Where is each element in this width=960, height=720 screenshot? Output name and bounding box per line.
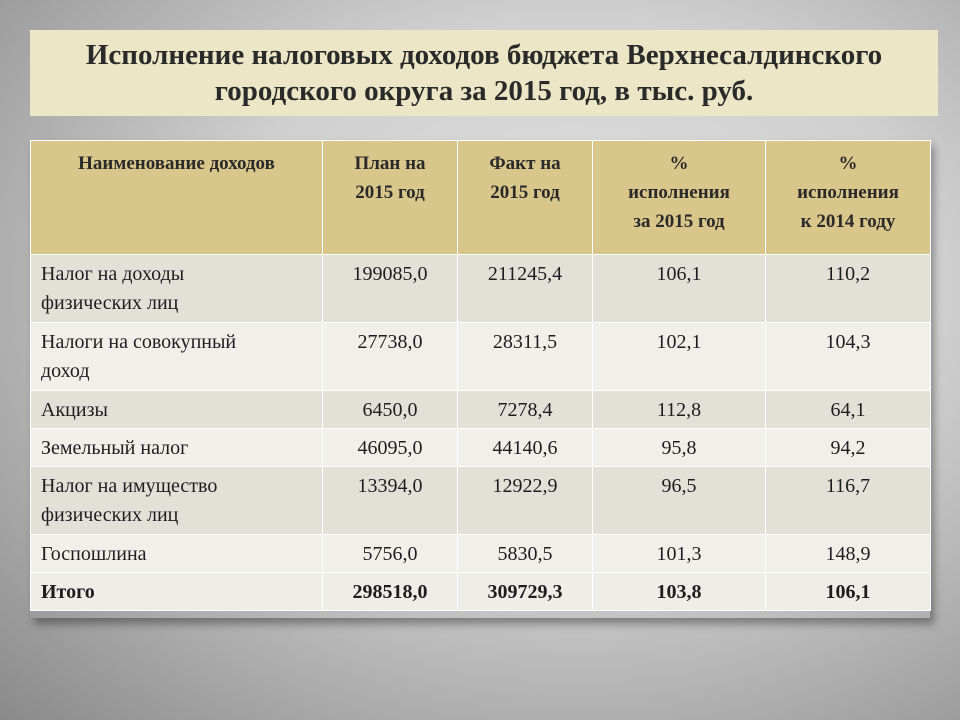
table-row	[31, 535, 931, 573]
row-pct2014: 94,2	[766, 429, 931, 467]
row-pct2015: 106,1	[593, 255, 766, 323]
row-pct2014: 148,9	[766, 535, 931, 573]
table-header-row	[31, 141, 931, 255]
row-pct2014: 110,2	[766, 255, 931, 323]
table-row	[31, 323, 931, 391]
row-name	[31, 255, 323, 323]
total-pct2015: 103,8	[593, 573, 766, 611]
header-pct2014	[766, 141, 931, 255]
row-name-line2: физических лиц	[41, 292, 179, 314]
row-pct2014: 104,3	[766, 323, 931, 391]
row-plan: 5756,0	[323, 535, 458, 573]
header-pct2014-line2: исполнения	[797, 182, 899, 203]
title-line-1: Исполнение налоговых доходов бюджета Верхнесалдинского	[85, 39, 883, 71]
row-fact: 211245,4	[458, 255, 593, 323]
row-name-line2: доход	[41, 360, 90, 382]
total-name: Итого	[31, 573, 323, 611]
header-fact-line2: 2015 год	[490, 182, 560, 203]
row-pct2015: 95,8	[593, 429, 766, 467]
header-pct2014-line3: к 2014 году	[800, 211, 896, 232]
row-name	[31, 467, 323, 535]
header-name-text: Наименование доходов	[78, 153, 275, 174]
row-plan: 6450,0	[323, 391, 458, 429]
row-plan: 13394,0	[323, 467, 458, 535]
row-name: Земельный налог	[31, 429, 323, 467]
row-fact: 7278,4	[458, 391, 593, 429]
header-name	[31, 141, 323, 255]
row-pct2014: 116,7	[766, 467, 931, 535]
header-pct2014-line1: %	[838, 153, 858, 174]
row-fact: 12922,9	[458, 467, 593, 535]
row-pct2015: 112,8	[593, 391, 766, 429]
table-row	[31, 255, 931, 323]
row-name-line1: Налоги на совокупный	[41, 331, 237, 353]
row-pct2014: 64,1	[766, 391, 931, 429]
table-row	[31, 391, 931, 429]
row-pct2015: 96,5	[593, 467, 766, 535]
header-fact-line1: Факт на	[489, 153, 561, 174]
header-plan-line1: План на	[354, 153, 426, 174]
header-pct2015	[593, 141, 766, 255]
row-name	[31, 323, 323, 391]
row-name-line1: Налог на имущество	[41, 475, 218, 497]
total-fact: 309729,3	[458, 573, 593, 611]
header-pct2015-line3: за 2015 год	[633, 211, 725, 232]
row-fact: 28311,5	[458, 323, 593, 391]
slide-title	[30, 30, 938, 116]
row-fact: 44140,6	[458, 429, 593, 467]
row-plan: 199085,0	[323, 255, 458, 323]
table-row	[31, 467, 931, 535]
row-pct2015: 102,1	[593, 323, 766, 391]
table-total-row	[31, 573, 931, 611]
row-plan: 27738,0	[323, 323, 458, 391]
row-fact: 5830,5	[458, 535, 593, 573]
header-pct2015-line2: исполнения	[628, 182, 730, 203]
row-name: Госпошлина	[31, 535, 323, 573]
row-pct2015: 101,3	[593, 535, 766, 573]
title-line-2: городского округа за 2015 год, в тыс. руб.	[214, 75, 754, 107]
header-plan	[323, 141, 458, 255]
row-plan: 46095,0	[323, 429, 458, 467]
table-row	[31, 429, 931, 467]
header-pct2015-line1: %	[669, 153, 689, 174]
header-fact	[458, 141, 593, 255]
row-name: Акцизы	[31, 391, 323, 429]
total-plan: 298518,0	[323, 573, 458, 611]
total-pct2014: 106,1	[766, 573, 931, 611]
row-name-line1: Налог на доходы	[41, 263, 185, 285]
header-plan-line2: 2015 год	[355, 182, 425, 203]
tax-revenue-table	[30, 140, 931, 611]
row-name-line2: физических лиц	[41, 504, 179, 526]
